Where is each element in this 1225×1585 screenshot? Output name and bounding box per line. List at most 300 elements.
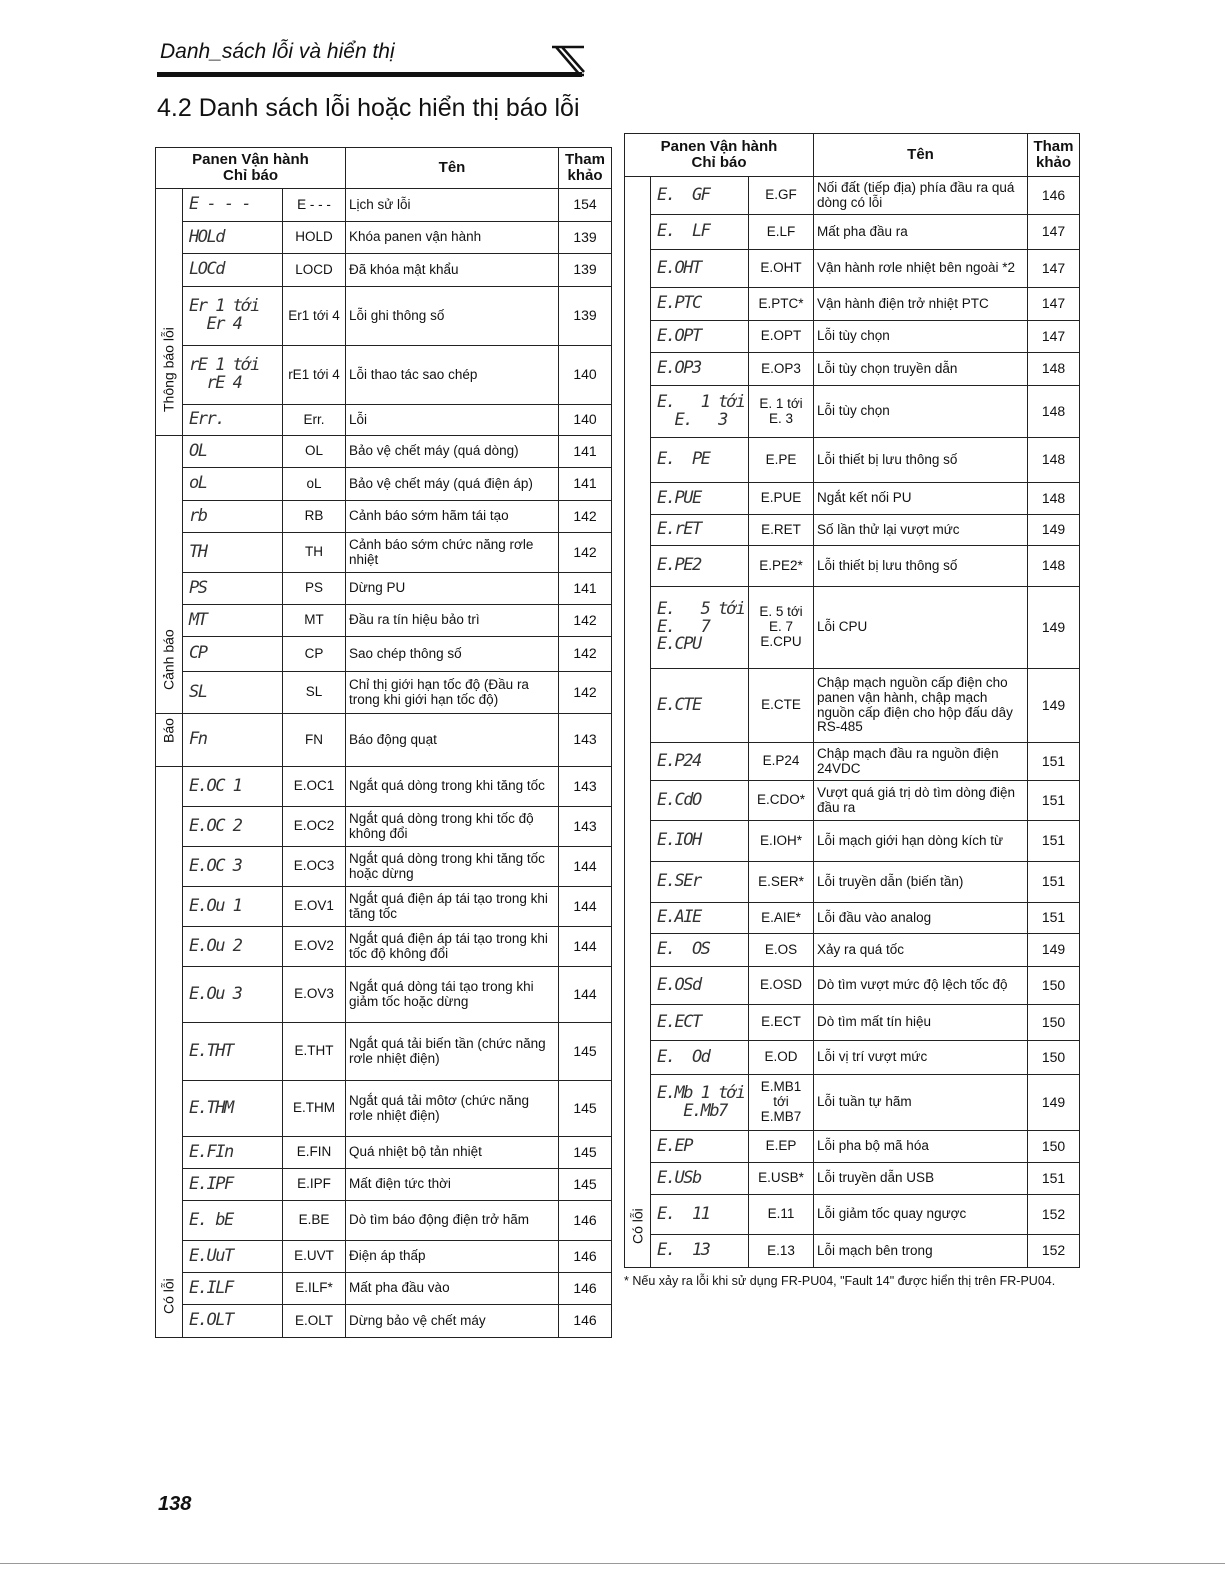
- error-name: Ngắt quá tải môtơ (chức năng rơle nhiệt điện): [346, 1081, 559, 1137]
- error-name: Lỗi pha bộ mã hóa: [814, 1131, 1028, 1163]
- reference-page: 143: [559, 807, 612, 847]
- seven-segment-display: E.Ou 3: [183, 967, 283, 1023]
- table-row: [625, 438, 1080, 483]
- reference-page: 145: [559, 1081, 612, 1137]
- table-row: [156, 468, 612, 501]
- seven-segment-display: E.PE2: [651, 546, 749, 587]
- error-code: E.OC2: [283, 807, 346, 847]
- reference-page: 149: [1028, 587, 1080, 669]
- reference-page: 151: [1028, 821, 1080, 862]
- error-code: E.OC3: [283, 847, 346, 887]
- table-row: [625, 967, 1080, 1005]
- seven-segment-display: E.OHT: [651, 250, 749, 288]
- seven-segment-display: E.THT: [183, 1023, 283, 1081]
- section-title: 4.2 Danh sách lỗi hoặc hiển thị báo lỗi: [157, 94, 580, 122]
- table-row: [156, 927, 612, 967]
- error-code: TH: [283, 533, 346, 573]
- reference-page: 142: [559, 605, 612, 637]
- reference-page: 143: [559, 714, 612, 767]
- error-code: E.LF: [749, 215, 814, 250]
- seven-segment-display: E.OSd: [651, 967, 749, 1005]
- seven-segment-display: E.IPF: [183, 1169, 283, 1201]
- reference-page: 149: [1028, 1075, 1080, 1131]
- error-name: Báo động quạt: [346, 714, 559, 767]
- error-code: E.PUE: [749, 483, 814, 515]
- reference-page: 141: [559, 436, 612, 468]
- reference-page: 139: [559, 287, 612, 346]
- error-name: Chỉ thị giới hạn tốc độ (Đầu ra trong khi giới hạn tốc độ): [346, 672, 559, 714]
- error-name: Điện áp thấp: [346, 1241, 559, 1273]
- reference-page: 152: [1028, 1195, 1080, 1235]
- table-row: [156, 1241, 612, 1273]
- table-row: [625, 1041, 1080, 1075]
- reference-page: 151: [1028, 903, 1080, 934]
- table-row: [625, 288, 1080, 321]
- right-table-wrap: [624, 133, 1080, 1290]
- error-name: Lỗi tùy chọn: [814, 321, 1028, 353]
- reference-page: 145: [559, 1137, 612, 1169]
- group-label-text: Thông báo lỗi: [160, 326, 177, 412]
- table-row: [625, 1131, 1080, 1163]
- table-row: [625, 177, 1080, 215]
- reference-page: 143: [559, 767, 612, 807]
- error-code: E.UVT: [283, 1241, 346, 1273]
- seven-segment-display: Err.: [183, 405, 283, 436]
- reference-page: 151: [1028, 743, 1080, 781]
- error-name: Xảy ra quá tốc: [814, 934, 1028, 967]
- reference-page: 150: [1028, 1041, 1080, 1075]
- seven-segment-display: E.PTC: [651, 288, 749, 321]
- error-code: E.EP: [749, 1131, 814, 1163]
- table-row: [156, 1169, 612, 1201]
- error-code: E.OHT: [749, 250, 814, 288]
- seven-segment-display: E. 11: [651, 1195, 749, 1235]
- column-header-name: Tên: [814, 134, 1028, 177]
- reference-page: 151: [1028, 781, 1080, 821]
- seven-segment-display: SL: [183, 672, 283, 714]
- seven-segment-display: PS: [183, 573, 283, 605]
- error-code: RB: [283, 501, 346, 533]
- error-name: Quá nhiệt bộ tản nhiệt: [346, 1137, 559, 1169]
- error-code: Err.: [283, 405, 346, 436]
- error-name: Dò tìm vượt mức độ lệch tốc độ: [814, 967, 1028, 1005]
- error-name: Mất pha đầu ra: [814, 215, 1028, 250]
- error-name: Cảnh báo sớm chức năng rơle nhiệt: [346, 533, 559, 573]
- error-code: OL: [283, 436, 346, 468]
- error-name: Lịch sử lỗi: [346, 189, 559, 222]
- seven-segment-display: E.ILF: [183, 1273, 283, 1305]
- error-code: E.11: [749, 1195, 814, 1235]
- reference-page: 150: [1028, 1005, 1080, 1041]
- table-row: [625, 781, 1080, 821]
- error-code: E.ILF*: [283, 1273, 346, 1305]
- error-code: E.OV1: [283, 887, 346, 927]
- error-name: Ngắt quá điện áp tái tạo trong khi tăng tốc: [346, 887, 559, 927]
- left-table-wrap: [155, 147, 612, 1338]
- error-code: E.PE2*: [749, 546, 814, 587]
- reference-page: 146: [1028, 177, 1080, 215]
- error-code: E - - -: [283, 189, 346, 222]
- reference-page: 141: [559, 468, 612, 501]
- seven-segment-display: Fn: [183, 714, 283, 767]
- reference-page: 147: [1028, 250, 1080, 288]
- seven-segment-display: E.rET: [651, 515, 749, 546]
- seven-segment-display: E.OP3: [651, 353, 749, 386]
- error-name: Chập mạch đầu ra nguồn điện 24VDC: [814, 743, 1028, 781]
- error-code: E.GF: [749, 177, 814, 215]
- seven-segment-display: E.EP: [651, 1131, 749, 1163]
- error-code: E.OP3: [749, 353, 814, 386]
- error-name: Lỗi thiết bị lưu thông số: [814, 546, 1028, 587]
- seven-segment-display: E.IOH: [651, 821, 749, 862]
- running-title: Danh_sách lỗi và hiển thị: [160, 40, 395, 63]
- table-row: [625, 321, 1080, 353]
- reference-page: 139: [559, 222, 612, 254]
- reference-page: 152: [1028, 1235, 1080, 1268]
- error-name: Ngắt quá dòng trong khi tốc độ không đổi: [346, 807, 559, 847]
- reference-page: 148: [1028, 483, 1080, 515]
- error-name: Vượt quá giá trị dò tìm dòng điện đầu ra: [814, 781, 1028, 821]
- table-row: [625, 669, 1080, 743]
- error-name: Dò tìm báo động điện trở hãm: [346, 1201, 559, 1241]
- reference-page: 145: [559, 1169, 612, 1201]
- error-name: Lỗi vị trí vượt mức: [814, 1041, 1028, 1075]
- table-row: [156, 1305, 612, 1338]
- error-name: Lỗi CPU: [814, 587, 1028, 669]
- group-label-text: Báo: [160, 717, 177, 743]
- seven-segment-display: E.OLT: [183, 1305, 283, 1338]
- error-name: Lỗi thao tác sao chép: [346, 346, 559, 405]
- error-name: Ngắt quá dòng tái tạo trong khi giảm tốc hoặc dừng: [346, 967, 559, 1023]
- error-name: Cảnh báo sớm hãm tái tạo: [346, 501, 559, 533]
- error-name: Lỗi truyền dẫn (biến tần): [814, 862, 1028, 903]
- error-name: Lỗi ghi thông số: [346, 287, 559, 346]
- table-row: [625, 515, 1080, 546]
- error-code: E.THT: [283, 1023, 346, 1081]
- seven-segment-display: E.FIn: [183, 1137, 283, 1169]
- reference-page: 144: [559, 967, 612, 1023]
- reference-page: 147: [1028, 215, 1080, 250]
- table-row: [156, 436, 612, 468]
- seven-segment-display: rE 1 tới rE 4: [183, 346, 283, 405]
- table-row: [625, 821, 1080, 862]
- error-name: Lỗi tuần tự hãm: [814, 1075, 1028, 1131]
- error-code: CP: [283, 637, 346, 672]
- row-group-label: [625, 177, 651, 1268]
- seven-segment-display: E.Ou 2: [183, 927, 283, 967]
- row-group-label: [156, 189, 183, 436]
- reference-page: 144: [559, 887, 612, 927]
- table-row: [156, 1023, 612, 1081]
- seven-segment-display: E. OS: [651, 934, 749, 967]
- error-code: E.USB*: [749, 1163, 814, 1195]
- error-name: Lỗi tùy chọn truyền dẫn: [814, 353, 1028, 386]
- reference-page: 151: [1028, 862, 1080, 903]
- error-name: Vận hành điện trở nhiệt PTC: [814, 288, 1028, 321]
- seven-segment-display: E. PE: [651, 438, 749, 483]
- reference-page: 141: [559, 573, 612, 605]
- reference-page: 142: [559, 672, 612, 714]
- reference-page: 146: [559, 1241, 612, 1273]
- reference-page: 150: [1028, 1131, 1080, 1163]
- table-row: [625, 1163, 1080, 1195]
- error-code: E.OS: [749, 934, 814, 967]
- error-name: Chập mạch nguồn cấp điện cho panen vận hành, chập mạch nguồn cấp điện cho hộp đấu dây RS-485: [814, 669, 1028, 743]
- error-name: Lỗi đầu vào analog: [814, 903, 1028, 934]
- error-code: E.OPT: [749, 321, 814, 353]
- table-row: [156, 887, 612, 927]
- table-row: [156, 1081, 612, 1137]
- seven-segment-display: E.SEr: [651, 862, 749, 903]
- row-group-label: [156, 714, 183, 767]
- table-row: [156, 222, 612, 254]
- table-row: [156, 637, 612, 672]
- error-code: E.FIN: [283, 1137, 346, 1169]
- error-name: Ngắt quá điện áp tái tạo trong khi tốc độ không đổi: [346, 927, 559, 967]
- column-header-ref: Tham khảo: [559, 148, 612, 189]
- reference-page: 146: [559, 1305, 612, 1338]
- table-row: [625, 250, 1080, 288]
- column-header-display: Panen Vận hành Chỉ báo: [156, 148, 346, 189]
- seven-segment-display: E.PUE: [651, 483, 749, 515]
- error-code: E.CDO*: [749, 781, 814, 821]
- reference-page: 145: [559, 1023, 612, 1081]
- reference-page: 144: [559, 847, 612, 887]
- row-group-label: [156, 767, 183, 1338]
- seven-segment-display: LOCd: [183, 254, 283, 287]
- error-code: E.BE: [283, 1201, 346, 1241]
- error-code: FN: [283, 714, 346, 767]
- error-name: Mất điện tức thời: [346, 1169, 559, 1201]
- error-code: E.AIE*: [749, 903, 814, 934]
- table-header-row: [625, 134, 1080, 177]
- error-name: Đã khóa mật khẩu: [346, 254, 559, 287]
- error-name: Bảo vệ chết máy (quá dòng): [346, 436, 559, 468]
- table-row: [156, 533, 612, 573]
- table-row: [156, 346, 612, 405]
- table-row: [625, 587, 1080, 669]
- error-code: oL: [283, 468, 346, 501]
- error-code: E.IOH*: [749, 821, 814, 862]
- bottom-rule: [0, 1563, 1225, 1564]
- error-name: Lỗi truyền dẫn USB: [814, 1163, 1028, 1195]
- error-name: Đầu ra tín hiệu bảo trì: [346, 605, 559, 637]
- table-row: [625, 1235, 1080, 1268]
- table-row: [625, 215, 1080, 250]
- table-row: [156, 405, 612, 436]
- seven-segment-display: E.OPT: [651, 321, 749, 353]
- error-table-right: [624, 133, 1080, 1268]
- seven-segment-display: E.Mb 1 tới E.Mb7: [651, 1075, 749, 1131]
- table-row: [625, 353, 1080, 386]
- column-header-name: Tên: [346, 148, 559, 189]
- table-row: [156, 287, 612, 346]
- error-code: E.THM: [283, 1081, 346, 1137]
- table-row: [156, 672, 612, 714]
- footnote: * Nếu xảy ra lỗi khi sử dụng FR-PU04, "Fault 14" được hiển thị trên FR-PU04.: [624, 1274, 1056, 1288]
- seven-segment-display: E.ECT: [651, 1005, 749, 1041]
- seven-segment-display: CP: [183, 637, 283, 672]
- seven-segment-display: E - - -: [183, 189, 283, 222]
- error-name: Dừng bảo vệ chết máy: [346, 1305, 559, 1338]
- reference-page: 148: [1028, 353, 1080, 386]
- error-code: E.13: [749, 1235, 814, 1268]
- error-code: Er1 tới 4: [283, 287, 346, 346]
- error-name: Lỗi: [346, 405, 559, 436]
- table-row: [625, 483, 1080, 515]
- row-group-label: [156, 436, 183, 714]
- seven-segment-display: E. 1 tới E. 3: [651, 386, 749, 438]
- seven-segment-display: E.OC 2: [183, 807, 283, 847]
- seven-segment-display: rb: [183, 501, 283, 533]
- group-label-text: Có lỗi: [160, 1277, 177, 1314]
- error-code: E.SER*: [749, 862, 814, 903]
- reference-page: 140: [559, 346, 612, 405]
- error-code: E.PE: [749, 438, 814, 483]
- seven-segment-display: E.OC 1: [183, 767, 283, 807]
- seven-segment-display: TH: [183, 533, 283, 573]
- reference-page: 151: [1028, 1163, 1080, 1195]
- error-code: SL: [283, 672, 346, 714]
- column-header-ref: Tham khảo: [1028, 134, 1080, 177]
- error-name: Mất pha đầu vào: [346, 1273, 559, 1305]
- reference-page: 139: [559, 254, 612, 287]
- seven-segment-display: E. Od: [651, 1041, 749, 1075]
- reference-page: 154: [559, 189, 612, 222]
- seven-segment-display: E. 13: [651, 1235, 749, 1268]
- table-row: [156, 767, 612, 807]
- table-row: [625, 903, 1080, 934]
- column-header-display: Panen Vận hành Chỉ báo: [625, 134, 814, 177]
- seven-segment-display: E.CTE: [651, 669, 749, 743]
- table-row: [156, 501, 612, 533]
- seven-segment-display: E.THM: [183, 1081, 283, 1137]
- error-name: Ngắt quá tải biến tần (chức năng rơle nhiệt điện): [346, 1023, 559, 1081]
- error-name: Khóa panen vận hành: [346, 222, 559, 254]
- error-code: E.P24: [749, 743, 814, 781]
- seven-segment-display: E.USb: [651, 1163, 749, 1195]
- error-code: E. 1 tới E. 3: [749, 386, 814, 438]
- error-name: Số lần thử lại vượt mức: [814, 515, 1028, 546]
- error-code: rE1 tới 4: [283, 346, 346, 405]
- error-name: Ngắt quá dòng trong khi tăng tốc: [346, 767, 559, 807]
- reference-page: 149: [1028, 515, 1080, 546]
- error-code: E.IPF: [283, 1169, 346, 1201]
- error-code: E. 5 tới E. 7 E.CPU: [749, 587, 814, 669]
- reference-page: 150: [1028, 967, 1080, 1005]
- error-code: E.PTC*: [749, 288, 814, 321]
- error-code: E.RET: [749, 515, 814, 546]
- seven-segment-display: OL: [183, 436, 283, 468]
- error-name: Dừng PU: [346, 573, 559, 605]
- error-code: E.OV3: [283, 967, 346, 1023]
- reference-page: 140: [559, 405, 612, 436]
- error-name: Ngắt kết nối PU: [814, 483, 1028, 515]
- table-row: [625, 743, 1080, 781]
- table-row: [156, 967, 612, 1023]
- seven-segment-display: E. GF: [651, 177, 749, 215]
- reference-page: 146: [559, 1273, 612, 1305]
- error-code: PS: [283, 573, 346, 605]
- seven-segment-display: E.CdO: [651, 781, 749, 821]
- table-row: [625, 934, 1080, 967]
- seven-segment-display: E. 5 tới E. 7 E.CPU: [651, 587, 749, 669]
- seven-segment-display: oL: [183, 468, 283, 501]
- reference-page: 149: [1028, 934, 1080, 967]
- error-table-left: [155, 147, 612, 1338]
- error-code: HOLD: [283, 222, 346, 254]
- table-row: [156, 189, 612, 222]
- table-row: [156, 1273, 612, 1305]
- error-name: Sao chép thông số: [346, 637, 559, 672]
- error-code: MT: [283, 605, 346, 637]
- table-row: [625, 386, 1080, 438]
- error-name: Ngắt quá dòng trong khi tăng tốc hoặc dừng: [346, 847, 559, 887]
- brand-logo-icon: [550, 44, 586, 78]
- seven-segment-display: E.OC 3: [183, 847, 283, 887]
- reference-page: 146: [559, 1201, 612, 1241]
- header-rule: [157, 72, 582, 77]
- error-name: Lỗi tùy chọn: [814, 386, 1028, 438]
- error-code: E.MB1 tới E.MB7: [749, 1075, 814, 1131]
- table-row: [156, 1201, 612, 1241]
- table-header-row: [156, 148, 612, 189]
- table-row: [625, 862, 1080, 903]
- error-code: E.OD: [749, 1041, 814, 1075]
- seven-segment-display: MT: [183, 605, 283, 637]
- reference-page: 148: [1028, 386, 1080, 438]
- table-row: [156, 847, 612, 887]
- error-name: Lỗi giảm tốc quay ngược: [814, 1195, 1028, 1235]
- error-code: E.ECT: [749, 1005, 814, 1041]
- table-row: [156, 254, 612, 287]
- reference-page: 142: [559, 637, 612, 672]
- table-row: [156, 807, 612, 847]
- reference-page: 148: [1028, 438, 1080, 483]
- group-label-text: Có lỗi: [628, 1207, 645, 1244]
- reference-page: 148: [1028, 546, 1080, 587]
- table-row: [156, 605, 612, 637]
- reference-page: 149: [1028, 669, 1080, 743]
- seven-segment-display: E.AIE: [651, 903, 749, 934]
- seven-segment-display: HOLd: [183, 222, 283, 254]
- seven-segment-display: Er 1 tới Er 4: [183, 287, 283, 346]
- seven-segment-display: E.Ou 1: [183, 887, 283, 927]
- error-name: Nối đất (tiếp địa) phía đầu ra quá dòng có lỗi: [814, 177, 1028, 215]
- error-code: E.OV2: [283, 927, 346, 967]
- error-name: Dò tìm mất tín hiệu: [814, 1005, 1028, 1041]
- group-label-text: Cảnh báo: [160, 628, 177, 690]
- error-name: Lỗi mạch giới hạn dòng kích từ: [814, 821, 1028, 862]
- seven-segment-display: E. LF: [651, 215, 749, 250]
- page-number: 138: [158, 1493, 192, 1515]
- error-name: Bảo vệ chết máy (quá điện áp): [346, 468, 559, 501]
- error-name: Lỗi mạch bên trong: [814, 1235, 1028, 1268]
- table-row: [156, 714, 612, 767]
- seven-segment-display: E. bE: [183, 1201, 283, 1241]
- reference-page: 142: [559, 533, 612, 573]
- error-name: Vận hành rơle nhiệt bên ngoài *2: [814, 250, 1028, 288]
- reference-page: 144: [559, 927, 612, 967]
- reference-page: 142: [559, 501, 612, 533]
- table-row: [625, 1195, 1080, 1235]
- reference-page: 147: [1028, 288, 1080, 321]
- error-code: E.CTE: [749, 669, 814, 743]
- error-code: E.OSD: [749, 967, 814, 1005]
- table-row: [625, 1075, 1080, 1131]
- reference-page: 147: [1028, 321, 1080, 353]
- error-code: LOCD: [283, 254, 346, 287]
